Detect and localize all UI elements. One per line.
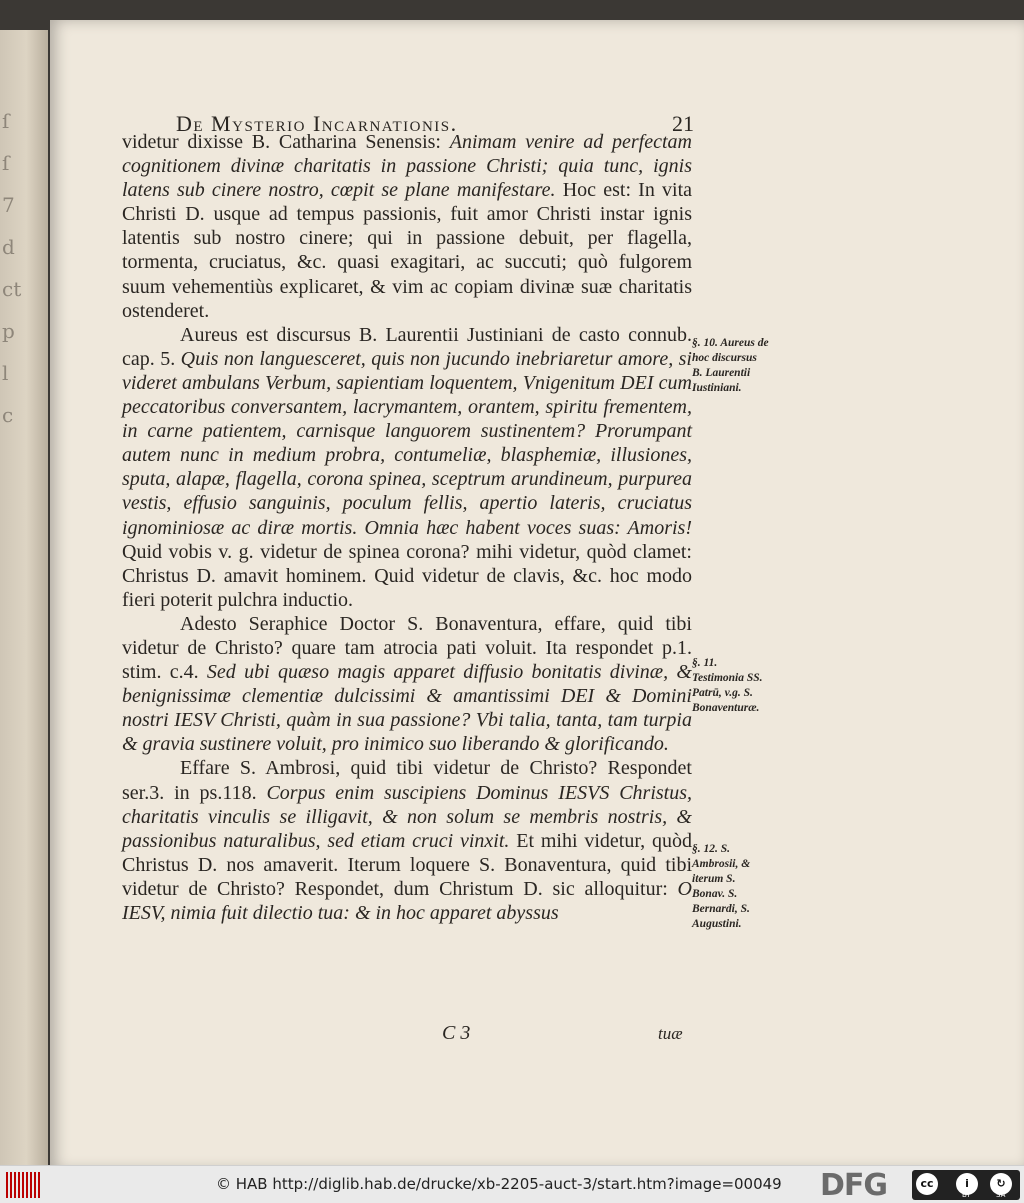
previous-page-edge (0, 30, 48, 1165)
text-segment: Et mihi videtur, quòd Christus D. nos amaverit. Iterum loquere S. Bonaventura, quid tibi videtur de Christo? Respondet, dum Christum D. sic alloquitur: (122, 829, 692, 900)
catchword: tuæ (658, 1024, 683, 1043)
text-segment: Adesto Seraphice Doctor S. Bonaventura, effare, quid tibi videtur de Christo? quare tam atrocia pati voluit. Ita respondet p.1. stim. c.4. (122, 612, 692, 684)
quotation-segment: Quis non languesceret, quis non jucundo inebriaretur amore, si videret ambulans Verbum, sapientiam loquentem, Vnigenitum DEI cum peccatoribus conversantem, lacrymantem, orantem, spiritu frementem, in carne patientem, carnisque languorem sustinentem? Prorumpant autem nunc in medium probra, contumeliæ, blasphemiæ, illusiones, sputa, alapæ, flagella, corona spinea, sceptrum arundineum, purpurea vestis, effusio sanguinis, poculum fellis, apertio lateris, cruciatus ignominiosæ ac diræ mortis. Omnia hæc habent voces suas: Amoris! (122, 347, 692, 539)
cc-sa-label: SA (996, 1191, 1006, 1199)
copyright-link[interactable]: © HAB http://diglib.hab.de/drucke/xb-2205-auct-3/start.htm?image=00049 (216, 1175, 782, 1193)
paragraph-4 (122, 756, 692, 925)
previous-page-text-fragments: ſ ſ 7 d ct p l c (2, 109, 22, 427)
text-segment: Quid vobis v. g. videtur de spinea corona? mihi videtur, quòd clamet: Christus D. amavit hominem. Quid videtur de clavis, &c. hoc modo fieri poterit pulchra inductio. (122, 540, 692, 611)
dfg-logo: DFG (820, 1168, 888, 1203)
margin-note-12: §. 12. S. Ambrosii, & iterum S. Bonav. S. Bernardi, S. Augustini. (692, 843, 751, 930)
quotation-segment: O IESV, nimia fuit dilectio tua: & in hoc apparet abyssus (122, 877, 692, 924)
page-number: 21 (672, 111, 694, 136)
text-segment: Effare S. Ambrosi, quid tibi videtur de Christo? Respondet ser.3. in ps.118. (122, 757, 692, 804)
quotation-segment: Sed ubi quæso magis apparet diffusio bonitatis divinæ, & benignissimæ clementiæ dulcissimi & amantissimi DEI & Domini nostri IESV Christi, quàm in sua passione? Vbi talia, tanta, tam turpia & gravia sustinere voluit, pro inimico suo liberando & glorificando. (122, 661, 692, 756)
margin-note-10: §. 10. Aureus de hoc discursus B. Laurentii Iustiniani. (692, 337, 769, 394)
paragraph-1 (122, 130, 692, 323)
running-title: De Mysterio Incarnationis. (176, 111, 458, 136)
quotation-segment: Corpus enim suscipiens Dominus IESVS Christus, charitatis vinculis se illigavit, & non solum se membris nostris, & passionibus naturalibus, sed etiam cruci vinxit. (122, 781, 692, 852)
paragraph-2 (122, 323, 692, 612)
text-segment: videtur dixisse B. Catharina Senensis: (122, 131, 450, 153)
text-segment: Hoc est: In vita Christi D. usque ad tempus passionis, fuit amor Christi instar ignis latentis sub nostro cinere; qui in passione debuit, per flagella, tormenta, cruciatus, &c. quasi exagitari, ac succuti; quò fulgorem suum vehementiùs explicaret, & vim ac copiam divinæ suæ charitatis ostenderet. (122, 179, 693, 322)
creative-commons-license-badge[interactable] (912, 1170, 1020, 1200)
paragraph-3 (122, 612, 692, 757)
main-text (122, 130, 692, 925)
share-alike-icon: ↻ (990, 1173, 1012, 1195)
cc-by-label: BY (962, 1191, 971, 1199)
viewer-footer-bar (0, 1165, 1024, 1203)
signature-mark: C 3 (442, 1022, 471, 1044)
attribution-icon: i (956, 1173, 978, 1195)
book-page (50, 20, 1024, 1170)
text-segment: Aureus est discursus B. Laurentii Justiniani de casto connub. cap. 5. (122, 323, 692, 370)
quotation-segment: Animam venire ad perfectam cognitionem divinæ charitatis in passione Christi; quia tunc, ignis latens sub cinere nostro, cœpit se plane manifestare. (122, 131, 692, 202)
margin-note-11: §. 11. Testimonia SS. Patrū, v.g. S. Bonaventuræ. (692, 657, 763, 714)
cc-icon: cc (916, 1173, 938, 1195)
library-barcode-icon (6, 1172, 40, 1198)
